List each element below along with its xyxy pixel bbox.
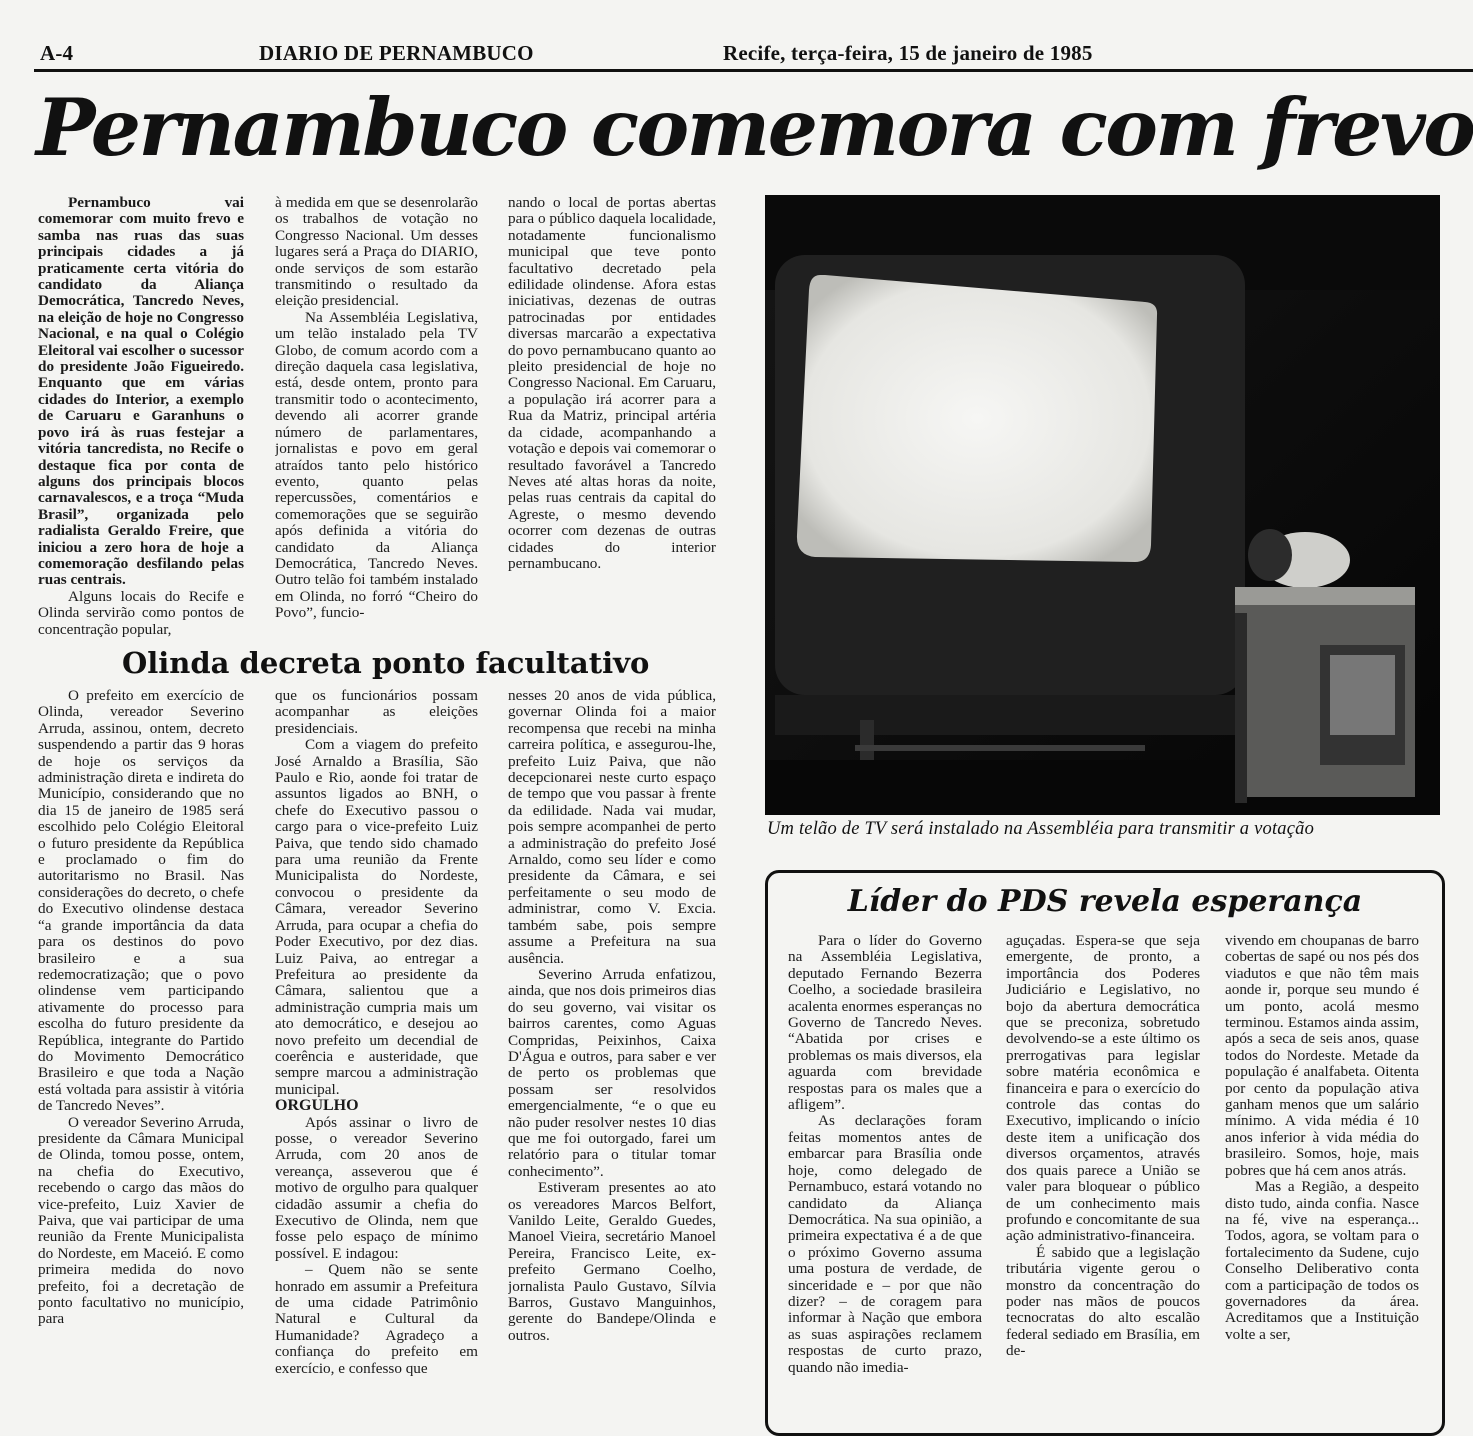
page-number: A-4 [40, 41, 74, 65]
olinda-paragraph: – Quem não se sente honrado em assumir a Prefeitura de uma cidade Patrimônio Natural e Cultural da Humanidade? Agradeço a confiança do prefeito em exercício, e confesso que [275, 1261, 478, 1377]
newspaper-name: DIARIO DE PERNAMBUCO [259, 41, 534, 65]
olinda-paragraph: que os funcionários possam acompanhar as eleições presidenciais. [275, 688, 478, 737]
main-story-column-3 [508, 195, 716, 637]
pds-column-3 [1225, 933, 1419, 1395]
olinda-headline: Olinda decreta ponto facultativo [122, 646, 650, 680]
pds-paragraph: Para o líder do Governo na Assembléia Legislativa, deputado Fernando Bezerra Coelho, a sociedade brasileira acalenta enormes esperanças no Governo de Tancredo Neves. “Abatida por crises e problemas os mais diversos, ela aguarda com brevidade respostas para os males que a afligem”. [788, 933, 982, 1114]
olinda-paragraph: Com a viagem do prefeito José Arnaldo a Brasília, São Paulo e Rio, aonde foi tratar de assuntos ligados ao BNH, o chefe do Executivo passou o cargo para o vice-prefeito Luiz Paiva, que tendo sido chamado para uma reunião da Frente Municipalista do Nordeste, convocou o presidente da Câmara, vereador Severino Arruda, para ocupar a chefia do Poder Executivo, por dez dias. Luiz Paiva, ao entregar a Prefeitura ao presidente da Câmara, salientou que a administração cumpria mais um ato democrático, e desejou ao novo prefeito um decendial de coerência e austeridade, que sempre marcou a administração municipal. [275, 736, 478, 1098]
header-rule [34, 69, 1473, 72]
olinda-column-1 [38, 688, 244, 1388]
pds-paragraph: É sabido que a legislação tributária vigente gerou o monstro da concentração do poder nas mãos de poucos tecnocratas do alto escalão federal sediado em Brasília, em de- [1006, 1243, 1200, 1360]
pds-column-1 [788, 933, 982, 1395]
tv-screen-illustration [765, 195, 1440, 815]
main-story-paragraph: Alguns locais do Recife e Olinda servirão como pontos de concentração popular, [38, 587, 244, 637]
olinda-subheading: ORGULHO [275, 1097, 359, 1115]
photo-caption: Um telão de TV será instalado na Assembléia para transmitir a votação [767, 819, 1315, 839]
main-story-column-2 [275, 195, 478, 637]
olinda-column-2 [275, 688, 478, 1388]
olinda-paragraph: Após assinar o livro de posse, o vereador Severino Arruda, com 20 anos de vereança, asseverou que é motivo de orgulho para qualquer cidadão assumir a chefia do Executivo de Olinda, nem que fosse pelo espaço de mínimo possível. E indagou: [275, 1113, 478, 1262]
dateline: Recife, terça-feira, 15 de janeiro de 1985 [723, 41, 1093, 65]
pds-headline: Líder do PDS revela esperança [847, 884, 1363, 919]
olinda-column-3 [508, 688, 716, 1388]
pds-column-2 [1006, 933, 1200, 1395]
main-story-paragraph: à medida em que se desenrolarão os trabalhos de votação no Congresso Nacional. Um desses lugares será a Praça do DIARIO, onde serviços de som estarão transmitindo o resultado da eleição presidencial. [275, 195, 478, 310]
main-headline: Pernambuco comemora com frevo [36, 81, 1473, 174]
pds-paragraph: vivendo em choupanas de barro cobertas de sapé ou nos pés dos viadutos e que não têm mais aonde ir, porque seu mundo é um ponto, acolá mesmo terminou. Estamos ainda assim, após a seca de seis anos, quase todos do Nordeste. Metade da população é analfabeta. Oitenta por cento da população ativa ganham menos que um salário mínimo. A vida média é 10 anos inferior à vida média do brasileiro. Somos, hoje, mais pobres que há cem anos atrás. [1225, 933, 1419, 1179]
tv-screen-photo [765, 195, 1440, 815]
pds-paragraph: aguçadas. Espera-se que seja emergente, de pronto, a importância dos Poderes Judiciário e Legislativo, no bojo da abertura democrática que se preconiza, sobretudo devolvendo-se a este último os prerrogativas para legislar sobre matéria econômica e financeira e para o exercício do controle das contas do Executivo, implicando o início deste item a unificação dos diversos orçamentos, através dos quais parece a União se valer para bloquear o público de um conhecimento mais profundo e concomitante de sua ação administrativo-financeira. [1006, 933, 1200, 1245]
olinda-paragraph: O vereador Severino Arruda, presidente da Câmara Municipal de Olinda, tomou posse, ontem, na chefia do Executivo, recebendo o cargo das mãos do vice-prefeito, Luiz Xavier de Paiva, que vai participar de uma reunião da Frente Municipalista do Nordeste, em Maceió. E como primeira medida do novo prefeito, foi a decretação de ponto facultativo no município, para [38, 1113, 244, 1328]
main-story-paragraph: nando o local de portas abertas para o público daquela localidade, notadamente funcionalismo municipal que teve ponto facultativo decretado pela edilidade olindense. Afora estas iniciativas, dezenas de outras patrocinadas por entidades diversas marcarão a expectativa do povo pernambucano quanto ao pleito presidencial de hoje no Congresso Nacional. Em Caruaru, a população irá acorrer para a Rua da Matriz, principal artéria da cidade, acompanhando a votação e depois vai comemorar o resultado favorável a Tancredo Neves até altas horas da noite, pelas ruas centrais da capital do Agreste, o mesmo devendo ocorrer com dezenas de outras cidades do interior pernambucano. [508, 195, 716, 572]
olinda-paragraph: Severino Arruda enfatizou, ainda, que nos dois primeiros dias do seu governo, vai visitar os bairros carentes, como Aguas Compridas, Peixinhos, Caixa D'Água e outros, para saber e ver de perto os problemas que possam ser resolvidos emergencialmente, “e o que eu não puder resolver nestes 10 dias que me foi outorgado, farei um relatório para o titular tomar conhecimento”. [508, 965, 716, 1180]
pds-paragraph: Mas a Região, a despeito disto tudo, ainda confia. Nasce na fé, vive na esperança... Todos, agora, se voltam para o fortalecimento da Sudene, cujo Conselho Deliberativo conta com a participação de todos os governadores da área. Acreditamos que a Instituição volte a ser, [1225, 1178, 1419, 1343]
main-story-column-1 [38, 195, 244, 637]
olinda-paragraph: O prefeito em exercício de Olinda, vereador Severino Arruda, assinou, ontem, decreto suspendendo a partir das 9 horas de hoje os serviços da administração direta e indireta do Município, considerando que no dia 15 de janeiro de 1985 será escolhido pelo Colégio Eleitoral o futuro presidente da República e proclamado o fim do autoritarismo no Brasil. Nas considerações do decreto, o chefe do Executivo olindense destaca “a grande importância da data para os destinos do povo brasileiro e a sua redemocratização; que o povo olindense vem participando ativamente do processo para escolha do futuro presidente da República, integrante do Partido do Movimento Democrático Brasileiro e que toda a Nação está voltada para assistir à vitória de Tancredo Neves”. [38, 688, 244, 1115]
olinda-paragraph: nesses 20 anos de vida pública, governar Olinda foi a maior recompensa que recebi na minha carreira política, e assegurou-lhe, prefeito Luiz Paiva, que não decepcionarei neste curto espaço de tempo que vou passar à frente da edilidade. Nada vai mudar, pois sempre acompanhei de perto a administração do prefeito José Arnaldo, como seu líder e como presidente da Câmara, e sei perfeitamente o seu modo de administrar, como V. Excia. também sabe, pois sempre assume a Prefeitura na sua ausência. [508, 688, 716, 967]
pds-paragraph: As declarações foram feitas momentos antes de embarcar para Brasília onde hoje, como delegado de Pernambuco, estará votando no candidato da Aliança Democrática. Na sua opinião, a primeira expectativa é a de que o próximo Governo assuma uma postura de verdade, de sinceridade e – por que não dizer? – de coragem para informar à Nação que embora as suas aspirações reclamem respostas de curto prazo, quando não imedia- [788, 1112, 982, 1376]
main-story-paragraph: Na Assembléia Legislativa, um telão instalado pela TV Globo, de comum acordo com a direção daquela casa legislativa, está, desde ontem, pronto para transmitir todo o acontecimento, devendo ali acorrer grande número de parlamentares, jornalistas e povo em geral atraídos tanto pelo histórico evento, quanto pelas repercussões, comentários e comemorações que se seguirão após definida a vitória do candidato da Aliança Democrática, Tancredo Neves. Outro telão foi também instalado em Olinda, no forró “Cheiro do Povo”, funcio- [275, 308, 478, 622]
main-story-lead: Pernambuco vai comemorar com muito frevo e samba nas ruas das suas principais cidades a já praticamente certa vitória do candidato da Aliança Democrática, Tancredo Neves, na eleição de hoje no Congresso Nacional, e na qual o Colégio Eleitoral vai escolher o sucessor do presidente João Figueiredo. Enquanto que em várias cidades do Interior, a exemplo de Caruaru e Garanhuns o povo irá às ruas festejar a vitória tancredista, no Recife o destaque fica por conta de alguns dos principais blocos carnavalescos, e a troça “Muda Brasil”, organizada pelo radialista Geraldo Freire, que iniciou a zero hora de hoje a comemoração desfilando pelas ruas centrais. [38, 195, 244, 589]
olinda-paragraph: Estiveram presentes ao ato os vereadores Marcos Belfort, Vanildo Leite, Geraldo Guedes, Manoel Vieira, secretário Manoel Pereira, Francisco Leite, ex-prefeito Germano Coelho, jornalista Paulo Gustavo, Sílvia Barros, Gustavo Manguinhos, gerente do Bandepe/Olinda e outros. [508, 1179, 716, 1344]
